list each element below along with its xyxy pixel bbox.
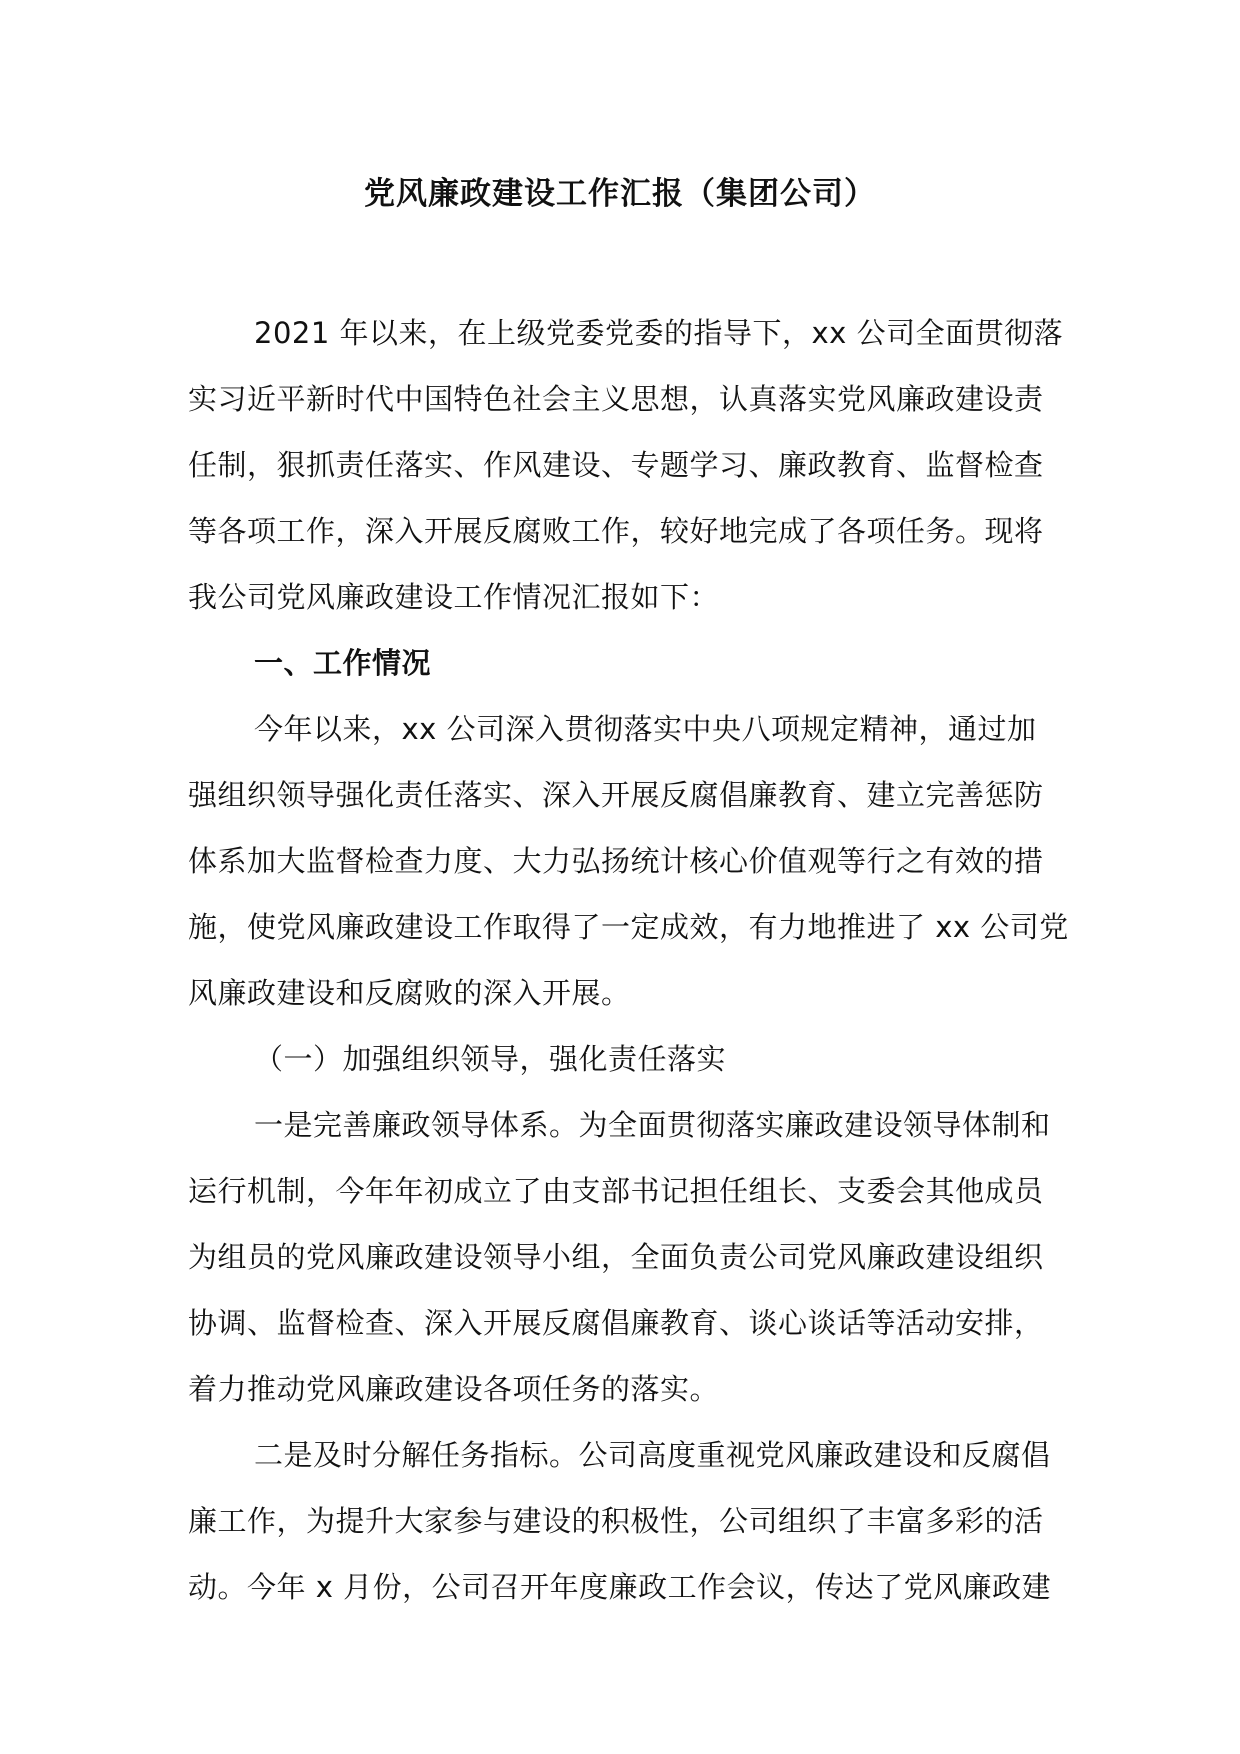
text-line: 二是及时分解任务指标。公司高度重视党风廉政建设和反腐倡 [254,1438,1051,1472]
text-line: 动。今年 x 月份，公司召开年度廉政工作会议，传达了党风廉政建 [188,1570,1052,1604]
text-line: 风廉政建设和反腐败的深入开展。 [188,976,631,1010]
text-line: 着力推动党风廉政建设各项任务的落实。 [188,1372,720,1406]
text-line: 今年以来，xx 公司深入贯彻落实中央八项规定精神，通过加 [254,712,1037,746]
document-body [188,300,1069,1620]
section-heading [188,630,1058,696]
text-line: 实习近平新时代中国特色社会主义思想，认真落实党风廉政建设责 [188,382,1044,416]
document-title: 党风廉政建设工作汇报（集团公司） [364,176,876,212]
sub-heading-text: （一）加强组织领导，强化责任落实 [254,1042,727,1076]
paragraph-leadership-system [188,1092,1058,1422]
text-line: 运行机制，今年年初成立了由支部书记担任组长、支委会其他成员 [188,1174,1044,1208]
text-line: 等各项工作，深入开展反腐败工作，较好地完成了各项任务。现将 [188,514,1044,548]
text-line: 我公司党风廉政建设工作情况汇报如下： [188,580,720,614]
paragraph-intro [188,300,1064,630]
sub-heading [188,1026,1058,1092]
section-heading-text: 一、工作情况 [254,646,432,680]
text-line: 任制，狠抓责任落实、作风建设、专题学习、廉政教育、监督检查 [188,448,1044,482]
text-line: 协调、监督检查、深入开展反腐倡廉教育、谈心谈话等活动安排， [188,1306,1044,1340]
text-line: 施，使党风廉政建设工作取得了一定成效，有力地推进了 xx 公司党 [188,910,1069,944]
text-line: 体系加大监督检查力度、大力弘扬统计核心价值观等行之有效的措 [188,844,1044,878]
text-line: 一是完善廉政领导体系。为全面贯彻落实廉政建设领导体制和 [254,1108,1051,1142]
text-line: 强组织领导强化责任落实、深入开展反腐倡廉教育、建立完善惩防 [188,778,1044,812]
text-line: 廉工作，为提升大家参与建设的积极性，公司组织了丰富多彩的活 [188,1504,1044,1538]
text-line: 2021 年以来，在上级党委党委的指导下，xx 公司全面贯彻落 [254,316,1064,350]
text-line: 为组员的党风廉政建设领导小组，全面负责公司党风廉政建设组织 [188,1240,1044,1274]
paragraph-task-breakdown [188,1422,1058,1620]
paragraph-work-overview [188,696,1069,1026]
